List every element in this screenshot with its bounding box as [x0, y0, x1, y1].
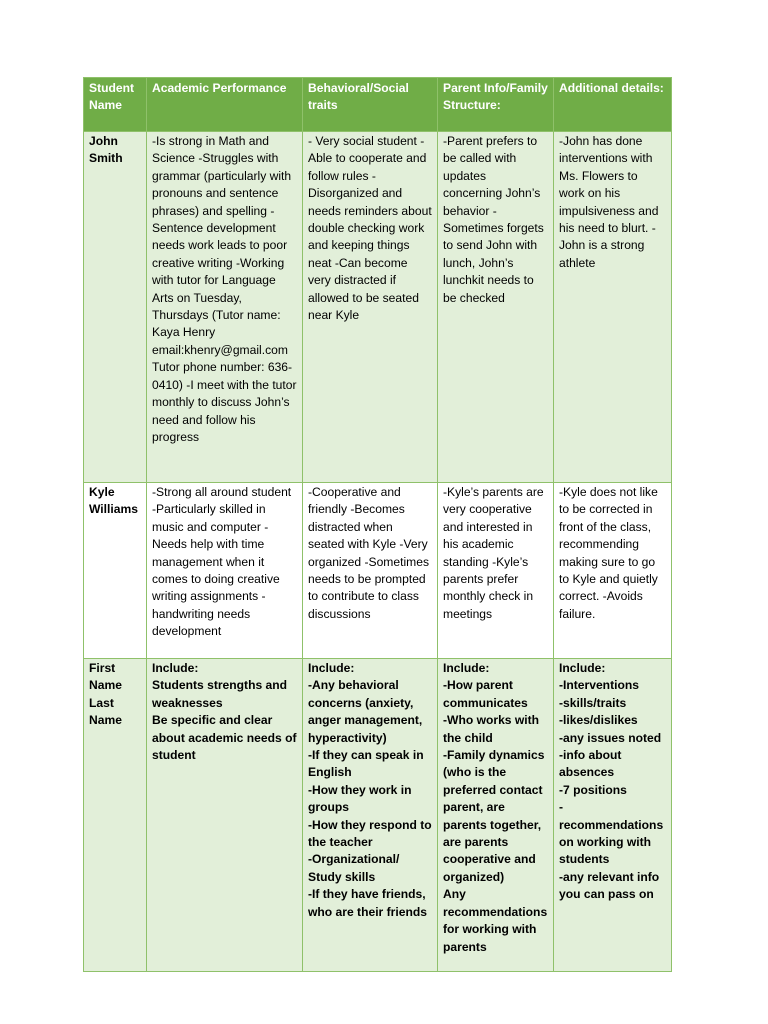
guide-line: -skills/traits — [559, 695, 627, 710]
academic-performance-cell: -Strong all around student -Particularly skilled in music and computer -Needs help with time management when it comes to doing creative writing assignments -handwriting needs development — [147, 483, 303, 659]
header-academic-performance: Academic Performance — [147, 78, 303, 132]
student-info-table — [83, 77, 672, 972]
guide-line: -Organizational/ Study skills — [308, 852, 400, 884]
additional-details-cell: -Kyle does not like to be corrected in front of the class, recommending making sure to go to Kyle and quietly correct. -Avoids failure. — [554, 483, 672, 659]
parent-info-cell: -Kyle’s parents are very cooperative and interested in his academic standing -Kyle’s parents prefer monthly check in meetings — [438, 483, 554, 659]
parent-info-cell: -Parent prefers to be called with updates concerning John’s behavior -Sometimes forgets to send John with lunch, John’s lunchkit needs to be checked — [438, 132, 554, 483]
guide-line: Include: — [443, 661, 490, 675]
guide-line: Any recommendations for working with parents — [443, 887, 548, 954]
guide-line: -How they respond to the teacher — [308, 817, 432, 850]
guide-line: -recommendations on working with students — [559, 800, 664, 867]
guide-line: -likes/dislikes — [559, 713, 638, 728]
guide-line: -How they work in groups — [308, 782, 412, 815]
additional-details-cell — [554, 659, 672, 972]
guide-line: -Any behavioral concerns (anxiety, anger management, hyperactivity) — [308, 678, 423, 745]
guide-line: -Family dynamics (who is the preferred contact parent, are parents together, are parents cooperative and organized) — [443, 748, 545, 884]
guide-line: -If they have friends, who are their friends — [308, 887, 427, 919]
guide-line: -any issues noted — [559, 730, 662, 745]
student-name-cell: Kyle Williams — [84, 483, 147, 659]
guide-line: -How parent communicates — [443, 678, 528, 710]
header-student-name: Student Name — [84, 78, 147, 132]
guide-line: -Who works with the child — [443, 713, 540, 745]
header-behavioral-social-traits: Behavioral/Social traits — [303, 78, 438, 132]
header-parent-info-family-structure: Parent Info/Family Structure: — [438, 78, 554, 132]
guide-line: Include: — [559, 661, 606, 675]
guide-line: -If they can speak in English — [308, 748, 424, 780]
guide-line: Be specific and clear about academic needs of student — [152, 713, 297, 763]
guide-line: -any relevant info you can pass on — [559, 869, 660, 902]
table-row-john-smith — [84, 132, 672, 483]
academic-performance-cell: -Is strong in Math and Science -Struggles with grammar (particularly with pronouns and sentence phrases) and spelling -Sentence development needs work leads to poor creative writing -Working with tutor for Language Arts on Tuesday, Thursdays (Tutor name: Kaya Henry email:khenry@gmail.com Tutor phone number: 636-0410) -I meet with the tutor monthly to discuss John’s need and follow his progress — [147, 132, 303, 483]
behavioral-traits-cell — [303, 659, 438, 972]
academic-performance-cell — [147, 659, 303, 972]
guide-line: -Interventions — [559, 678, 639, 693]
header-additional-details: Additional details: — [554, 78, 672, 132]
guide-line: Students strengths and weaknesses — [152, 678, 288, 710]
table-row-kyle-williams — [84, 483, 672, 659]
guide-line: -7 positions — [559, 782, 627, 797]
guide-line: -info about absences — [559, 748, 622, 780]
guide-line: Include: — [152, 661, 199, 675]
student-name-cell: John Smith — [84, 132, 147, 483]
behavioral-traits-cell: - Very social student -Able to cooperate and follow rules -Disorganized and needs reminders about double checking work and keeping things neat -Can become very distracted if allowed to be seated near Kyle — [303, 132, 438, 483]
guide-line: Include: — [308, 661, 355, 675]
student-name-cell: First Name Last Name — [84, 659, 147, 972]
additional-details-cell: -John has done interventions with Ms. Flowers to work on his impulsiveness and his need to blurt. -John is a strong athlete — [554, 132, 672, 483]
table-row-template-guide — [84, 659, 672, 972]
table-header-row — [84, 78, 672, 132]
parent-info-cell — [438, 659, 554, 972]
behavioral-traits-cell: -Cooperative and friendly -Becomes distracted when seated with Kyle -Very organized -Sometimes needs to be prompted to contribute to class discussions — [303, 483, 438, 659]
